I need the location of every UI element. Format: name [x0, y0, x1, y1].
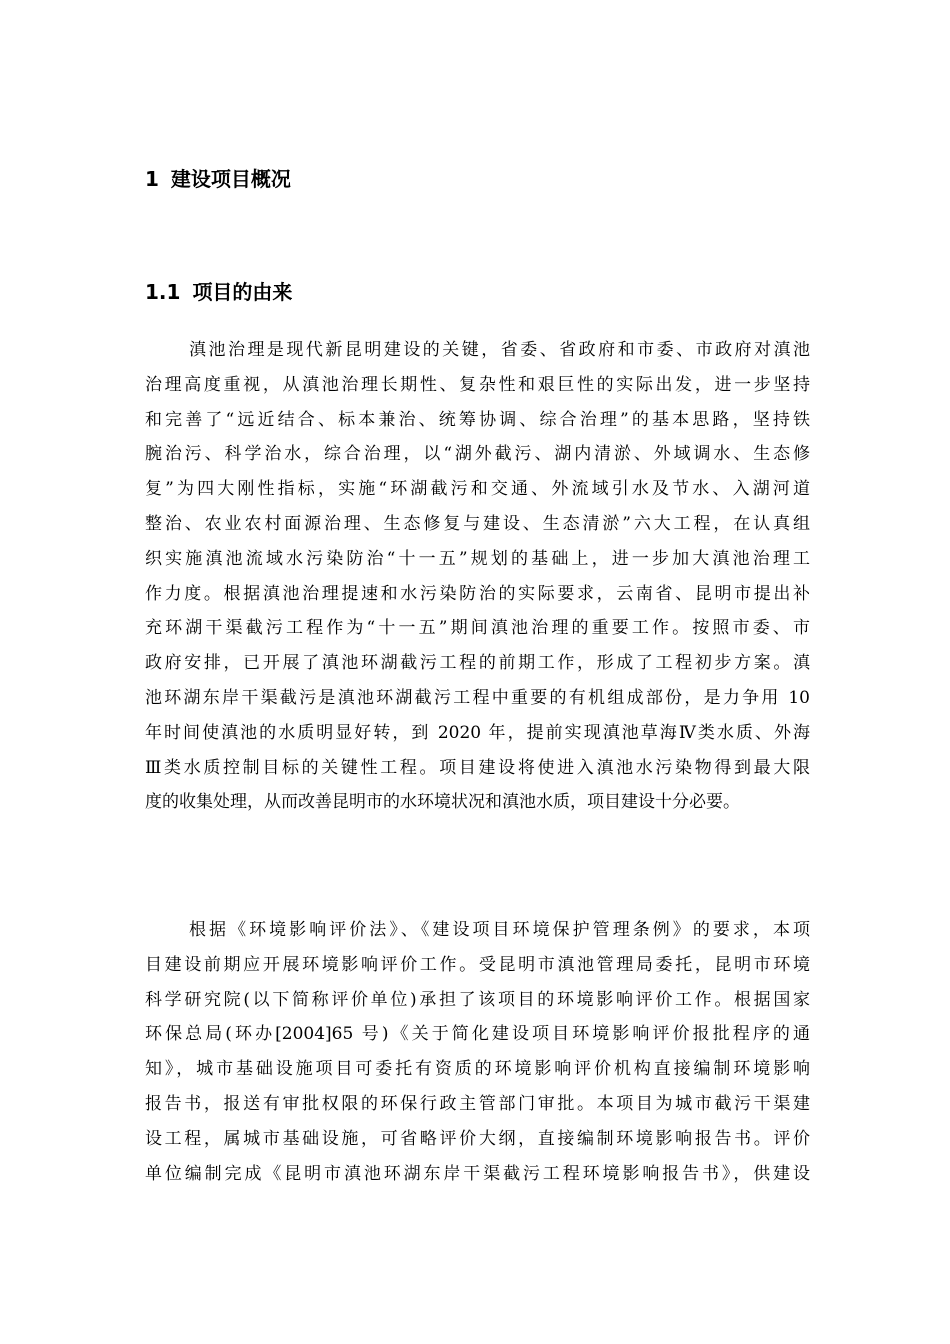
paragraph-line: 设工程，属城市基础设施，可省略评价大纲，直接编制环境影响报告书。评价 [145, 1128, 810, 1149]
paragraph-line: 和完善了“远近结合、标本兼治、统筹协调、综合治理”的基本思路，坚持铁 [145, 409, 810, 430]
paragraph-line: 腕治污、科学治水，综合治理，以“湖外截污、湖内清淤、外域调水、生态修 [145, 444, 810, 465]
paragraph-eia-basis [145, 913, 810, 1191]
paragraph-line: 知》，城市基础设施项目可委托有资质的环境影响评价机构直接编制环境影响 [145, 1059, 810, 1080]
paragraph-line: 单位编制完成《昆明市滇池环湖东岸干渠截污工程环境影响报告书》，供建设 [145, 1163, 810, 1184]
paragraph-origin [145, 333, 810, 820]
paragraph-line: 滇池治理是现代新昆明建设的关键，省委、省政府和市委、市政府对滇池 [189, 340, 810, 360]
paragraph-line: 整治、农业农村面源治理、生态修复与建设、生态清淤”六大工程，在认真组 [145, 513, 810, 534]
subsection-heading-1-1 [145, 277, 292, 307]
paragraph-line: 复”为四大刚性指标，实施“环湖截污和交通、外流域引水及节水、入湖河道 [145, 479, 810, 500]
paragraph-line: 科学研究院(以下简称评价单位)承担了该项目的环境影响评价工作。根据国家 [145, 989, 810, 1010]
paragraph-line: 治理高度重视，从滇池治理长期性、复杂性和艰巨性的实际出发，进一步坚持 [145, 374, 810, 395]
paragraph-line: Ⅲ类水质控制目标的关键性工程。项目建设将使进入滇池水污染物得到最大限 [145, 757, 810, 778]
paragraph-line: 环保总局(环办[2004]65 号)《关于简化建设项目环境影响评价报批程序的通 [145, 1024, 810, 1045]
section-number: 1 [145, 167, 159, 191]
section-heading-1 [145, 164, 291, 194]
paragraph-line: 充环湖干渠截污工程作为“十一五”期间滇池治理的重要工作。按照市委、市 [145, 618, 810, 639]
paragraph-line: 根据《环境影响评价法》、《建设项目环境保护管理条例》的要求，本项 [189, 920, 810, 940]
paragraph-line: 年时间使滇池的水质明显好转，到 2020 年，提前实现滇池草海Ⅳ类水质、外海 [145, 722, 810, 743]
paragraph-line: 目建设前期应开展环境影响评价工作。受昆明市滇池管理局委托，昆明市环境 [145, 954, 810, 975]
section-title: 建设项目概况 [170, 167, 291, 191]
paragraph-line: 织实施滇池流域水污染防治“十一五”规划的基础上，进一步加大滇池治理工 [145, 548, 810, 569]
subsection-number: 1.1 [145, 280, 181, 304]
paragraph-line: 度的收集处理，从而改善昆明市的水环境状况和滇池水质，项目建设十分必要。 [145, 792, 740, 813]
subsection-title: 项目的由来 [192, 280, 293, 304]
paragraph-line: 报告书，报送有审批权限的环保行政主管部门审批。本项目为城市截污干渠建 [145, 1093, 810, 1114]
paragraph-line: 池环湖东岸干渠截污是滇池环湖截污工程中重要的有机组成部份，是力争用 10 [145, 687, 810, 708]
paragraph-line: 政府安排，已开展了滇池环湖截污工程的前期工作，形成了工程初步方案。滇 [145, 653, 810, 674]
paragraph-line: 作力度。根据滇池治理提速和水污染防治的实际要求，云南省、昆明市提出补 [145, 583, 810, 604]
